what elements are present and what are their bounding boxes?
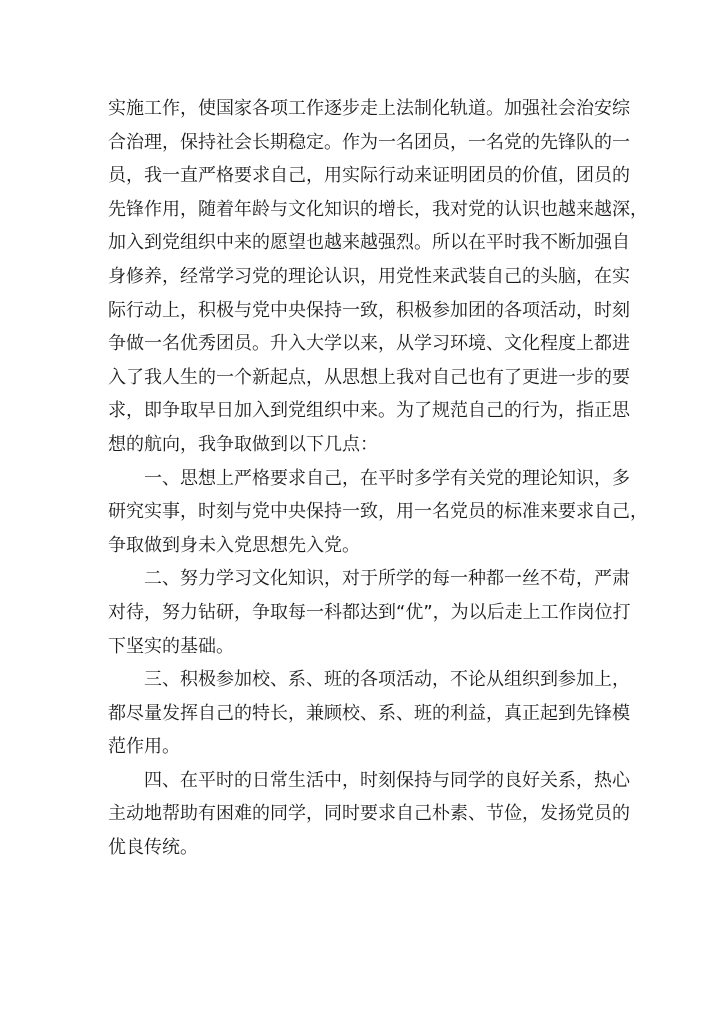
text-line: 三、积极参加校、系、班的各项活动，不论从组织到参加上， (144, 669, 630, 691)
intro-paragraph (108, 92, 648, 462)
text-line: 四、在平时的日常生活中，时刻保持与同学的良好关系，热心 (144, 769, 630, 791)
text-line: 争取做到身未入党思想先入党。 (108, 534, 360, 556)
text-line: 际行动上，积极与党中央保持一致，积极参加团的各项活动，时刻 (108, 299, 630, 321)
text-line: 求，即争取早日加入到党组织中来。为了规范自己的行为，指正思 (108, 400, 630, 422)
text-line: 都尽量发挥自己的特长，兼顾校、系、班的利益，真正起到先锋模 (108, 702, 630, 724)
text-line: 一、思想上严格要求自己，在平时多学有关党的理论知识，多 (144, 467, 630, 489)
text-line: 下坚实的基础。 (108, 635, 234, 657)
text-line: 对待，努力钻研，争取每一科都达到“优”，为以后走上工作岗位打 (108, 601, 631, 623)
text-line: 员，我一直严格要求自己，用实际行动来证明团员的价值，团员的 (108, 165, 630, 187)
text-line: 二、努力学习文化知识，对于所学的每一种都一丝不苟，严肃 (144, 568, 630, 590)
point-paragraph-3 (108, 663, 628, 764)
text-line: 范作用。 (108, 736, 180, 758)
text-line: 入了我人生的一个新起点，从思想上我对自己也有了更进一步的要 (108, 366, 630, 388)
text-line: 实施工作，使国家各项工作逐步走上法制化轨道。加强社会治安综 (108, 98, 630, 119)
point-paragraph-4 (108, 764, 628, 865)
document-body (108, 92, 648, 865)
text-line: 合治理，保持社会长期稳定。作为一名团员，一名党的先锋队的一 (108, 131, 630, 153)
text-line: 想的航向，我争取做到以下几点： (108, 433, 378, 455)
point-paragraph-2 (108, 562, 631, 663)
text-line: 研究实事，时刻与党中央保持一致，用一名党员的标准来要求自己， (108, 501, 648, 523)
point-paragraph-1 (108, 462, 648, 563)
text-line: 争做一名优秀团员。升入大学以来，从学习环境、文化程度上都进 (108, 333, 630, 355)
text-line: 身修养，经常学习党的理论认识，用党性来武装自己的头脑，在实 (108, 265, 630, 287)
text-line: 加入到党组织中来的愿望也越来越强烈。所以在平时我不断加强自 (108, 232, 630, 254)
text-line: 优良传统。 (108, 837, 198, 859)
text-line: 先锋作用，随着年龄与文化知识的增长，我对党的认识也越来越深， (108, 198, 648, 220)
text-line: 主动地帮助有困难的同学，同时要求自己朴素、节俭，发扬党员的 (108, 803, 630, 825)
